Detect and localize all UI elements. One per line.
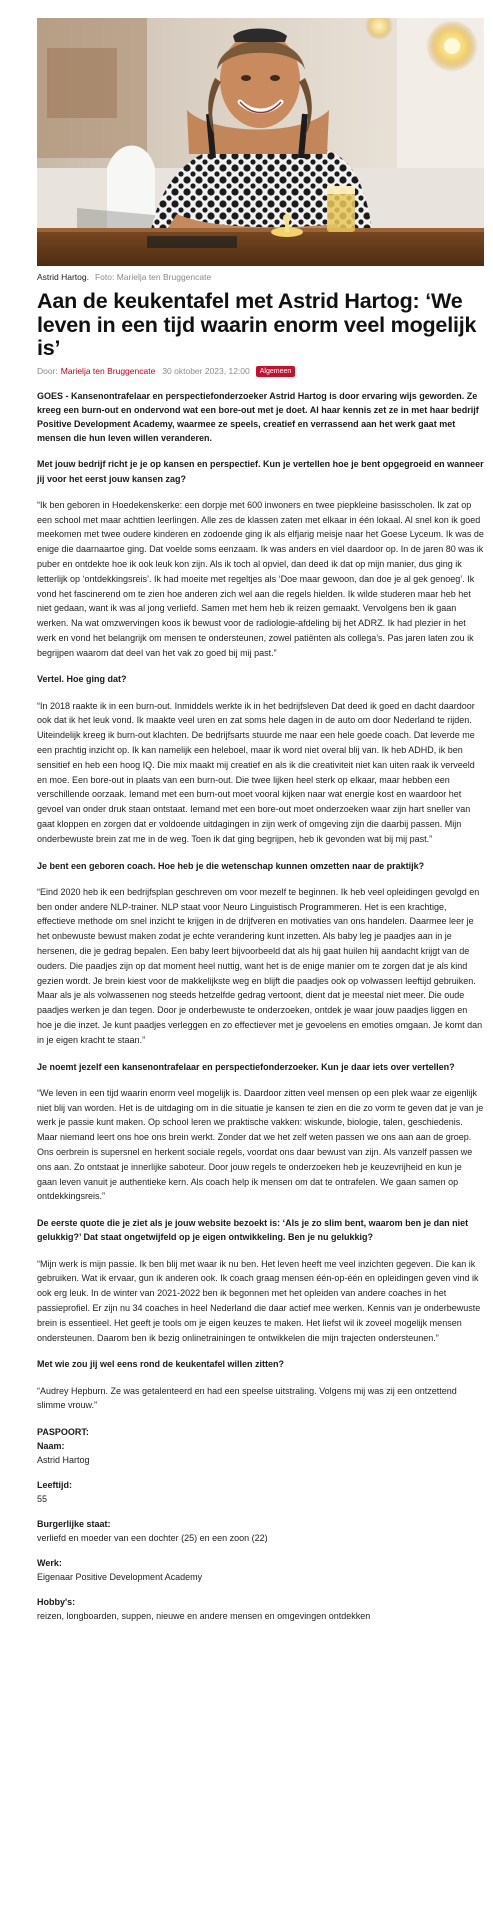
question-6: Met wie zou jij wel eens rond de keukentafel willen zitten? — [37, 1359, 285, 1370]
passport-heading: PASPOORT: — [37, 1427, 89, 1438]
photo-caption — [37, 272, 211, 282]
publish-date: 30 oktober 2023, 12:00 — [162, 366, 250, 376]
question-2: Vertel. Hoe ging dat? — [37, 674, 127, 685]
passport-item — [37, 1517, 484, 1545]
byline-prefix: Door: — [37, 366, 58, 376]
answer-2: “In 2018 raakte ik in een burn-out. Inmiddels werkte ik in het bedrijfsleven Dat deed ik goed en dacht daardoor ook dat ik het leuk vond. Ik maakte veel uren en zat soms hele dagen in de auto om door Nederland te rijden. Uiteindelijk kreeg ik burn-out klachten. De bedrijfsarts stuurde me naar een hele goede coach. Dat leverde me een prachtig inzicht op. Ik kan namelijk een heleboel, maar ik word niet overal blij van. Ik heb ADHD, ik ben sensitief en heb een hoog IQ. Die mix maakt mij creatief en als ik die creativiteit niet kan uiten raak ik verveeld en moe. Een bore-out in plaats van een burn-out. Die twee lijken heel sterk op elkaar, maar hebben een verschillende oorzaak. Iemand met een burn-out moet vooral kijken naar wat energie kost en waardoor het gevoel van onder druk staan ontstaat. Iemand met een bore-out moet onderzoeken waar zijn hart sneller van gaat kloppen en zorgen dat er voldoende uitdagingen in zijn werk of omgeving zijn die daarbij passen. Mijn onderbewuste brein zat me in de weg. Toen ik dat ging begrijpen, heb ik gevonden wat bij mij past.” — [37, 700, 475, 844]
passport-label: Werk: — [37, 1558, 62, 1569]
passport-label: Hobby's: — [37, 1597, 76, 1608]
passport-label: Naam: — [37, 1441, 65, 1452]
article-body — [37, 290, 484, 1623]
article-photo[interactable] — [37, 18, 484, 266]
answer-1: “Ik ben geboren in Hoedekenskerke: een dorpje met 600 inwoners en twee piepkleine basisscholen. Ik zat op een school met maar achttien leerlingen. Alle zes de klassen zaten met elkaar in één lokaal. Al snel kon ik goed meekomen met twee oudere kinderen en zodoende ging ik als elfjarig meisje naar het Goese Lyceum. Ik was de enige die daarnaartoe ging. Dat voelde soms eenzaam. Ik was anders en viel daardoor op. In de jaren 80 was ik puber en ontdekte hoe ik ook leuk kon zijn. Als ik toch al opviel, dan deed ik dat op mijn manier, dus ging ik letterlijk op ‘ontdekkingsreis’. Ik had moeite met regeltjes als ‘Doe maar gewoon, dan doe je al gek genoeg’. Ik vond het fascinerend om te zien hoe anderen zich wel aan die regels hielden. Ik wilde studeren maar heb het niet gedaan, want ik was al jong verliefd. Samen met hem heb ik reizen gemaakt. Vervolgens ben ik gaan werken. Na wat omzwervingen koos ik bewust voor de radiologie-afdeling bij het ADRZ. Ik had plezier in het werk en vond het belangrijk om mensen te ondersteunen, zowel patiënten als collega’s. Pas jaren laten zou ik begrijpen waarom dat deel van het vak zo goed bij mij past.” — [37, 499, 484, 658]
article-intro: GOES - Kansenontrafelaar en perspectiefonderzoeker Astrid Hartog is door ervaring wijs geworden. Ze kreeg een burn-out en ondervond wat een bore-out met je doet. Al haar kennis zet ze in met haar bedrijf Positive Development Academy, waarmee ze speels, creatief en verrassend aan het werk gaat met mensen die hun leven willen veranderen. — [37, 390, 479, 444]
passport-value: 55 — [37, 1494, 48, 1505]
author-link[interactable]: Marielja ten Bruggencate — [60, 366, 156, 376]
passport-item — [37, 1595, 484, 1623]
question-3: Je bent een geboren coach. Hoe heb je die wetenschap kunnen omzetten naar de praktijk? — [37, 860, 425, 871]
article-title: Aan de keukentafel met Astrid Hartog: ‘We leven in een tijd waarin enorm veel mogelijk is’ — [37, 289, 477, 360]
passport-item — [37, 1556, 484, 1584]
answer-5: “Mijn werk is mijn passie. Ik ben blij met waar ik nu ben. Het leven heeft me veel inzichten gegeven. Die kan ik gebruiken. Wat ik ervaar, gun ik anderen ook. Ik coach graag mensen één-op-één en opleidingen geven vind ik ook erg leuk. In de winter van 2021-2022 ben ik begonnen met het opleiden van andere coaches in het passieprofiel. Er zijn nu 34 coaches in heel Nederland die daar actief mee werken. Kennis van je onderbewuste brein is essentieel. Het geeft je tools om je eigen keuzes te maken. Het liefst wil ik zoveel mogelijk mensen ondersteunen. Daarom ben ik bezig onlinetrainingen te ontwikkelen die mijn trajecten ondersteunen.” — [37, 1258, 481, 1343]
passport-value: Astrid Hartog — [37, 1455, 90, 1466]
answer-6: “Audrey Hepburn. Ze was getalenteerd en had een speelse uitstraling. Volgens mij was zij een ontzettend slimme vrouw.” — [37, 1385, 457, 1411]
question-1: Met jouw bedrijf richt je je op kansen en perspectief. Kun je vertellen hoe je bent opgegroeid en wanneer jij voor het eerst jouw kansen zag? — [37, 459, 484, 484]
byline — [37, 366, 484, 377]
caption-text: Astrid Hartog. — [37, 272, 89, 282]
passport-item — [37, 1439, 484, 1467]
question-4: Je noemt jezelf een kansenontrafelaar en perspectiefonderzoeker. Kun je daar iets over vertellen? — [37, 1061, 455, 1072]
answer-4: “We leven in een tijd waarin enorm veel mogelijk is. Daardoor zitten veel mensen op een plek waar ze eigenlijk niet blij van worden. Het is de uitdaging om in die situatie je kansen te zien en die zo vorm te geven dat je van je werk je passie kunt maken. Op school leren we praktische vakken: wiskunde, biologie, talen, geschiedenis. Maar niemand leert ons hoe ons brein werkt. Zonder dat we het zelf weten passen we ons aan aan de groep. Ons oerbrein is supersnel en herkent sociale regels, voordat ons daar bewust van zijn. Als vanzelf passen we ons aan. Zo ontstaat je innerlijke saboteur. Door jouw regels te onderzoeken heb je keuzevrijheid en kun je gaan leven vanuit je authentieke kern. Als coach help ik mensen om dat te ontrafelen. We gaan samen op ontdekkingsreis.” — [37, 1087, 484, 1202]
passport-value: Eigenaar Positive Development Academy — [37, 1572, 203, 1583]
category-badge[interactable]: Algemeen — [256, 366, 296, 377]
passport-label: Burgerlijke staat: — [37, 1519, 111, 1530]
passport-item — [37, 1478, 484, 1506]
answer-3: “Eind 2020 heb ik een bedrijfsplan geschreven om voor mezelf te beginnen. Ik heb veel opleidingen gevolgd en ben onder andere NLP-trainer. NLP staat voor Neuro Linguistisch Programmeren. Het is een krachtige, effectieve methode om snel inzicht te krijgen in de drijfveren en motivaties van ons handelen. Daarmee leer je het onbewuste bewust maken zodat je echte verandering kunt inzetten. Als baby leg je paadjes aan in je hersenen, die je gedrag bepalen. Een baby leert bijvoorbeeld dat als hij gaat huilen hij aandacht krijgt van de ouders. Die paadjes zijn op dat moment heel nuttig, want het is de enige manier om te zorgen dat je als kind gezien wordt. Je brein kiest voor de makkelijkste weg en blijft die paadjes ook op volwassen leeftijd gebruiken. Maar als je als volwassenen nog steeds hetzelfde gedrag vertoont, dient dat je meestal niet meer. Die oude paadjes werken je dan tegen. Door je onderbewuste te onderzoeken, ontdek je waar jouw paadjes liggen en hoe je die inzet. Je kunt paadjes verleggen en zo effectiever met je gevoelens en emoties omgaan. Je komt dan in je eigen kracht te staan.” — [37, 886, 483, 1045]
passport-value: reizen, longboarden, suppen, nieuwe en andere mensen en omgevingen ontdekken — [37, 1611, 371, 1622]
question-5: De eerste quote die je ziet als je jouw website bezoekt is: ‘Als je zo slim bent, waarom ben je dan niet gelukkig?’ Dat staat ongetwijfeld op je eigen ontwikkeling. Ben je nu gelukkig? — [37, 1218, 469, 1243]
passport-value: verliefd en moeder van een dochter (25) en een zoon (22) — [37, 1533, 268, 1544]
passport-label: Leeftijd: — [37, 1480, 72, 1491]
photo-credit: Foto: Marielja ten Bruggencate — [94, 272, 212, 282]
passport-list — [37, 1439, 484, 1623]
